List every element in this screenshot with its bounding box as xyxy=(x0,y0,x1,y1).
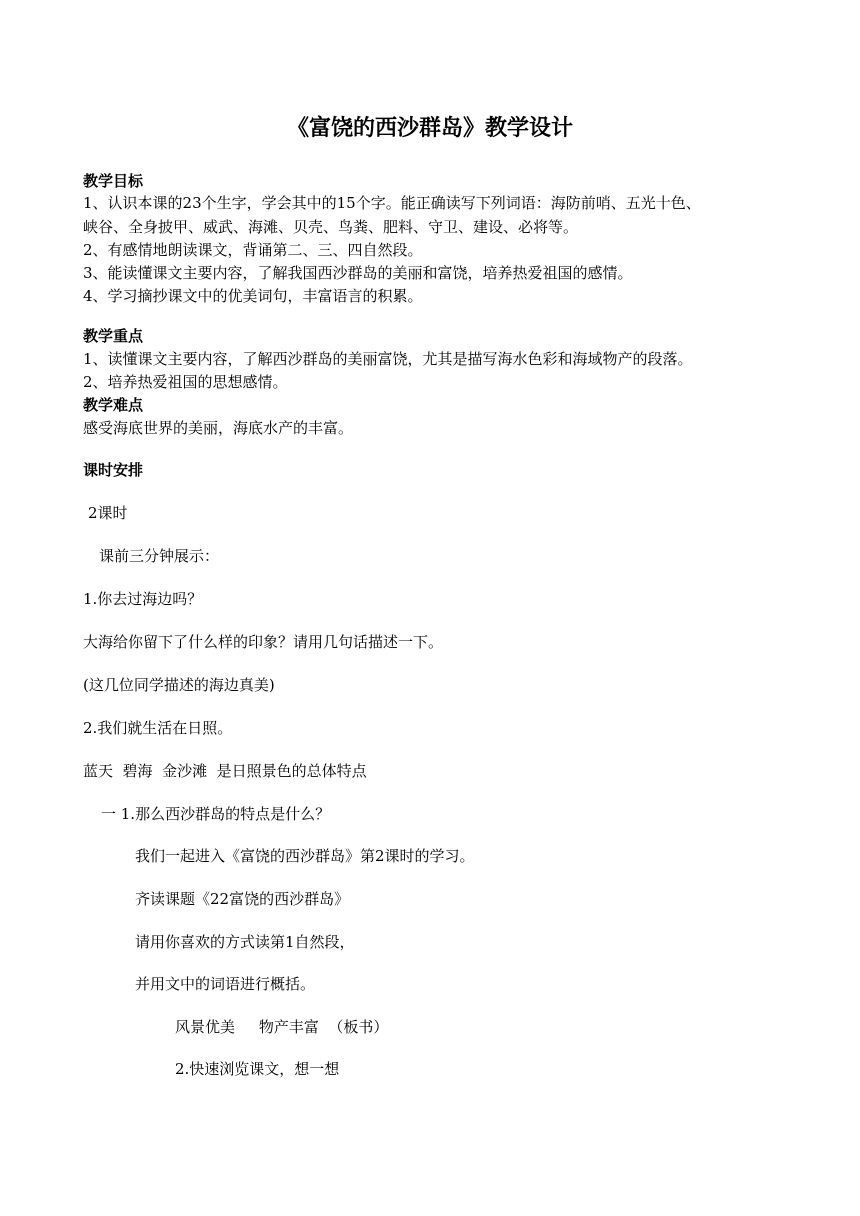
body-line: 2.我们就生活在日照。 xyxy=(83,719,233,737)
goals-heading: 教学目标 xyxy=(83,172,144,190)
body-line: (这几位同学描述的海边真美) xyxy=(83,676,275,694)
body-line: 课前三分钟展示： xyxy=(99,547,220,565)
key-points-item: 1、读懂课文主要内容，了解西沙群岛的美丽富饶，尤其是描写海水色彩和海域物产的段落。 xyxy=(83,350,693,368)
body-line: 并用文中的词语进行概括。 xyxy=(135,975,316,993)
body-line: 蓝天 碧海 金沙滩 是日照景色的总体特点 xyxy=(83,762,367,780)
schedule-heading: 课时安排 xyxy=(83,461,144,479)
difficulties-item: 感受海底世界的美丽，海底水产的丰富。 xyxy=(83,419,354,437)
body-line: 风景优美 物产丰富 （板书） xyxy=(175,1018,389,1036)
body-line: 请用你喜欢的方式读第1自然段， xyxy=(135,933,355,951)
body-line: 齐读课题《22富饶的西沙群岛》 xyxy=(135,890,350,908)
key-points-heading: 教学重点 xyxy=(83,327,144,345)
body-line: 一 1.那么西沙群岛的特点是什么？ xyxy=(101,805,331,823)
goals-item: 2、有感情地朗读课文，背诵第二、三、四自然段。 xyxy=(83,241,423,259)
goals-item: 3、能读懂课文主要内容，了解我国西沙群岛的美丽和富饶，培养热爱祖国的感情。 xyxy=(83,264,633,282)
key-points-item: 2、培养热爱祖国的思想感情。 xyxy=(83,373,288,391)
goals-item: 峡谷、全身披甲、威武、海滩、贝壳、鸟粪、肥料、守卫、建设、必将等。 xyxy=(83,218,579,236)
body-line: 我们一起进入《富饶的西沙群岛》第2课时的学习。 xyxy=(135,847,475,865)
body-line: 1.你去过海边吗？ xyxy=(83,590,203,608)
goals-item: 1、认识本课的23个生字，学会其中的15个字。能正确读写下列词语：海防前哨、五光十色、 xyxy=(83,194,701,212)
goals-item: 4、学习摘抄课文中的优美词句，丰富语言的积累。 xyxy=(83,287,423,305)
body-line: 大海给你留下了什么样的印象？请用几句话描述一下。 xyxy=(83,633,444,651)
schedule-value: 2课时 xyxy=(88,504,128,522)
document-title: 《富饶的西沙群岛》教学设计 xyxy=(286,116,573,141)
difficulties-heading: 教学难点 xyxy=(83,396,144,414)
body-line: 2.快速浏览课文，想一想 xyxy=(175,1060,340,1078)
